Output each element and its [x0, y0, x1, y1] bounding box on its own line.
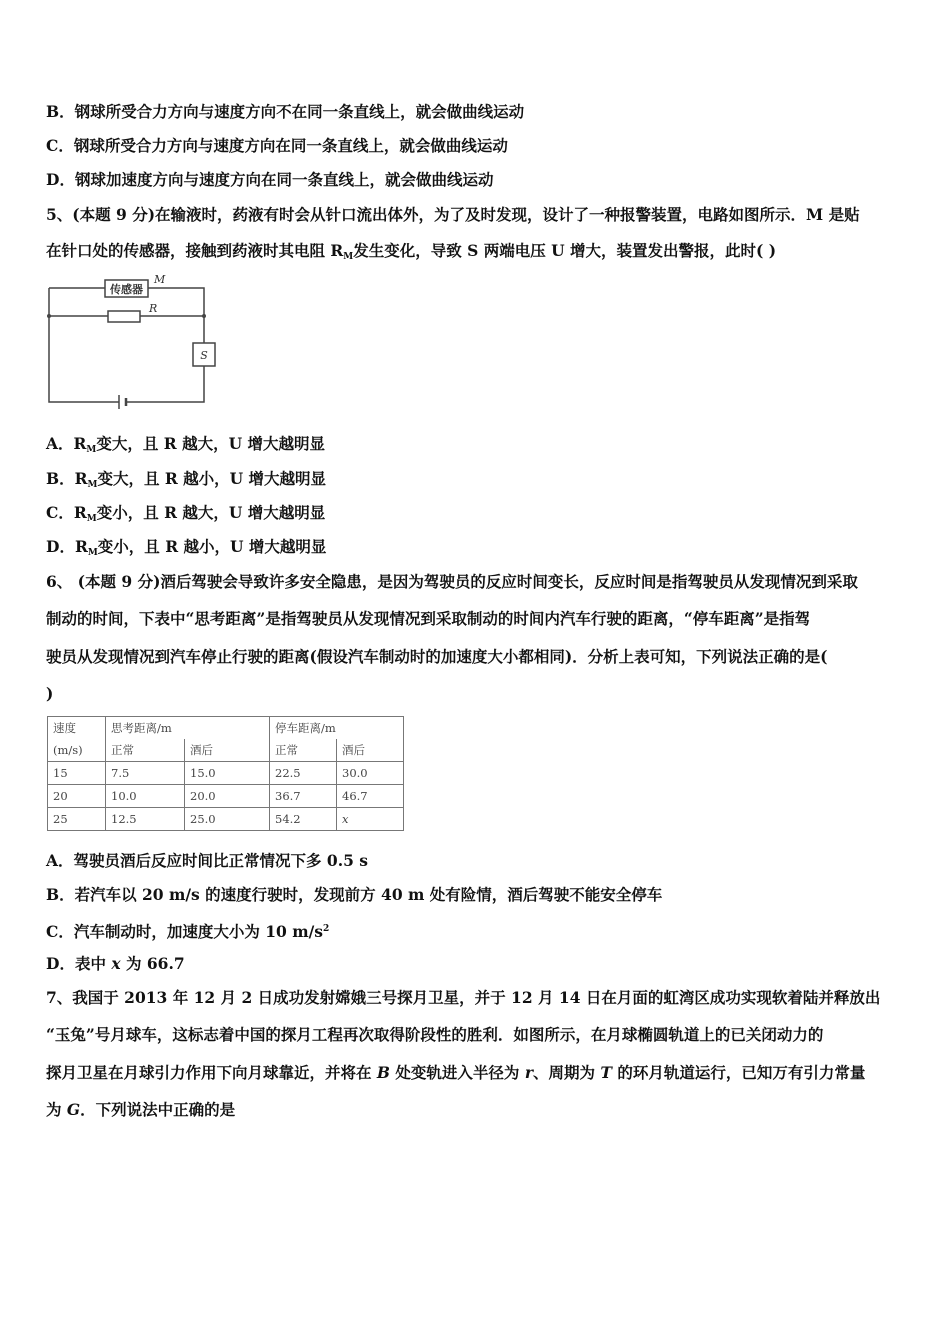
q7-line4-b: ．下列说法中正确的是 — [80, 1100, 236, 1119]
table-cell: 46.7 — [337, 785, 404, 808]
table-row — [48, 785, 404, 808]
q7-stem-line2: “玉兔”号月球车，这标志着中国的探月工程再次取得阶段性的胜利．如图所示，在月球椭圆轨道上的已关闭动力的 — [46, 1025, 824, 1044]
q5-option-b — [46, 469, 326, 495]
q5-option-a-prefix: A．R — [46, 434, 87, 453]
distance-table — [47, 716, 404, 831]
table-cell: 54.2 — [270, 808, 337, 831]
table-cell: 7.5 — [106, 762, 185, 785]
q4-option-b: B．钢球所受合力方向与速度方向不在同一条直线上，就会做曲线运动 — [46, 102, 525, 121]
q7-stem-line1: 7、我国于 2013 年 12 月 2 日成功发射嫦娥三号探月卫星，并于 12 月 14 日在月面的虹湾区成功实现软着陆并释放出 — [46, 988, 881, 1007]
q6-option-c — [46, 919, 329, 942]
q5-option-b-sub: M — [87, 480, 98, 490]
table-cell: 30.0 — [337, 762, 404, 785]
table-subheader-row — [48, 739, 404, 762]
q5-option-b-text: 变大，且 R 越小，U 增大越明显 — [97, 469, 327, 488]
header-stop-normal: 正常 — [270, 739, 337, 762]
q7-var-b: B — [376, 1063, 391, 1082]
q5-option-d-sub: M — [87, 548, 98, 558]
header-speed-unit: (m/s) — [48, 739, 106, 762]
table-row — [48, 808, 404, 831]
table-cell: 25 — [48, 808, 106, 831]
q5-stem-line2 — [46, 241, 776, 267]
q6-stem-line2: 制动的时间，下表中“思考距离”是指驾驶员从发现情况到采取制动的时间内汽车行驶的距离，“停车距离”是指驾 — [46, 609, 811, 628]
q7-var-t: T — [600, 1063, 612, 1082]
q5-option-a-text: 变大，且 R 越大，U 增大越明显 — [96, 434, 325, 453]
label-r: R — [149, 302, 158, 315]
q6-stem-line4: ) — [46, 684, 54, 703]
q6-option-c-sup: 2 — [323, 924, 330, 934]
q5-option-d-text: 变小，且 R 越小，U 增大越明显 — [97, 537, 327, 556]
table-cell: 15.0 — [185, 762, 270, 785]
q5-option-a — [46, 434, 325, 460]
table-cell: 12.5 — [106, 808, 185, 831]
header-think-drunk: 酒后 — [185, 739, 270, 762]
q6-option-c-text: C．汽车制动时，加速度大小为 10 m/s — [46, 922, 323, 941]
q6-stem-line3: 驶员从发现情况到汽车停止行驶的距离(假设汽车制动时的加速度大小都相同)．分析上表可知，下列说法正确的是( — [46, 647, 828, 666]
table-cell: 22.5 — [270, 762, 337, 785]
table-cell-x: x — [337, 808, 404, 831]
q7-line4-a: 为 — [46, 1100, 67, 1119]
circuit-node-right — [202, 314, 206, 318]
table-header-row — [48, 717, 404, 740]
q6-option-d-var: x — [111, 954, 121, 973]
label-m: M — [154, 273, 166, 286]
q7-line3-d: 的环月轨道运行，已知万有引力常量 — [611, 1063, 866, 1082]
table-cell: 10.0 — [106, 785, 185, 808]
table-cell: 20.0 — [185, 785, 270, 808]
q5-option-c-text: 变小，且 R 越大，U 增大越明显 — [96, 503, 326, 522]
table-cell: 25.0 — [185, 808, 270, 831]
q5-option-b-prefix: B．R — [46, 469, 88, 488]
q7-line3-a: 探月卫星在月球引力作用下向月球靠近，并将在 — [46, 1063, 377, 1082]
q7-line3-c: 、周期为 — [532, 1063, 601, 1082]
header-speed: 速度 — [48, 717, 106, 740]
q7-stem-line4 — [46, 1100, 235, 1120]
q5-option-d — [46, 537, 326, 563]
q5-stem-line1: 5、(本题 9 分)在输液时，药液有时会从针口流出体外，为了及时发现，设计了一种报警装置，电路如图所示．M 是贴 — [46, 205, 860, 224]
table-cell: 36.7 — [270, 785, 337, 808]
table-cell: 15 — [48, 762, 106, 785]
header-stop-drunk: 酒后 — [337, 739, 404, 762]
q5-option-c-prefix: C．R — [46, 503, 87, 522]
q4-option-c: C．钢球所受合力方向与速度方向在同一条直线上，就会做曲线运动 — [46, 136, 508, 155]
q5-option-c-sub: M — [86, 514, 97, 524]
q6-stem-line1: 6、 (本题 9 分)酒后驾驶会导致许多安全隐患，是因为驾驶员的反应时间变长，反应时间是指驾驶员从发现情况到采取 — [46, 572, 858, 591]
q5-stem-line2-a: 在针口处的传感器，接触到药液时其电阻 R — [46, 241, 344, 260]
header-think-normal: 正常 — [106, 739, 185, 762]
circuit-diagram — [44, 268, 224, 413]
q6-option-d — [46, 954, 185, 974]
header-stop-distance: 停车距离/m — [270, 717, 404, 740]
q5-stem-line2-b: 发生变化，导致 S 两端电压 U 增大，装置发出警报，此时( ) — [353, 241, 777, 260]
q5-option-d-prefix: D．R — [46, 537, 88, 556]
q5-stem-sub: M — [343, 252, 354, 262]
q7-var-r: r — [524, 1063, 533, 1082]
q6-option-a: A．驾驶员酒后反应时间比正常情况下多 0.5 s — [46, 851, 369, 870]
q7-var-g: G — [66, 1100, 81, 1119]
circuit-wire-left — [49, 288, 119, 402]
q6-option-b: B．若汽车以 20 m/s 的速度行驶时，发现前方 40 m 处有险情，酒后驾驶不能安全停车 — [46, 885, 663, 904]
q4-option-d: D．钢球加速度方向与速度方向在同一条直线上，就会做曲线运动 — [46, 170, 494, 189]
q6-option-d-a: D．表中 — [46, 954, 112, 973]
q7-line3-b: 处变轨进入半径为 — [390, 1063, 525, 1082]
circuit-node-left — [47, 314, 51, 318]
resistor-symbol — [108, 311, 140, 322]
label-s: S — [200, 349, 208, 362]
q7-stem-line3 — [46, 1063, 865, 1083]
header-think-distance: 思考距离/m — [106, 717, 270, 740]
table-cell: 20 — [48, 785, 106, 808]
table-row — [48, 762, 404, 785]
circuit-wire-right — [126, 366, 204, 402]
q5-option-c — [46, 503, 325, 529]
q5-option-a-sub: M — [86, 445, 97, 455]
q6-option-d-b: 为 66.7 — [120, 954, 185, 973]
sensor-label: 传感器 — [110, 283, 143, 296]
